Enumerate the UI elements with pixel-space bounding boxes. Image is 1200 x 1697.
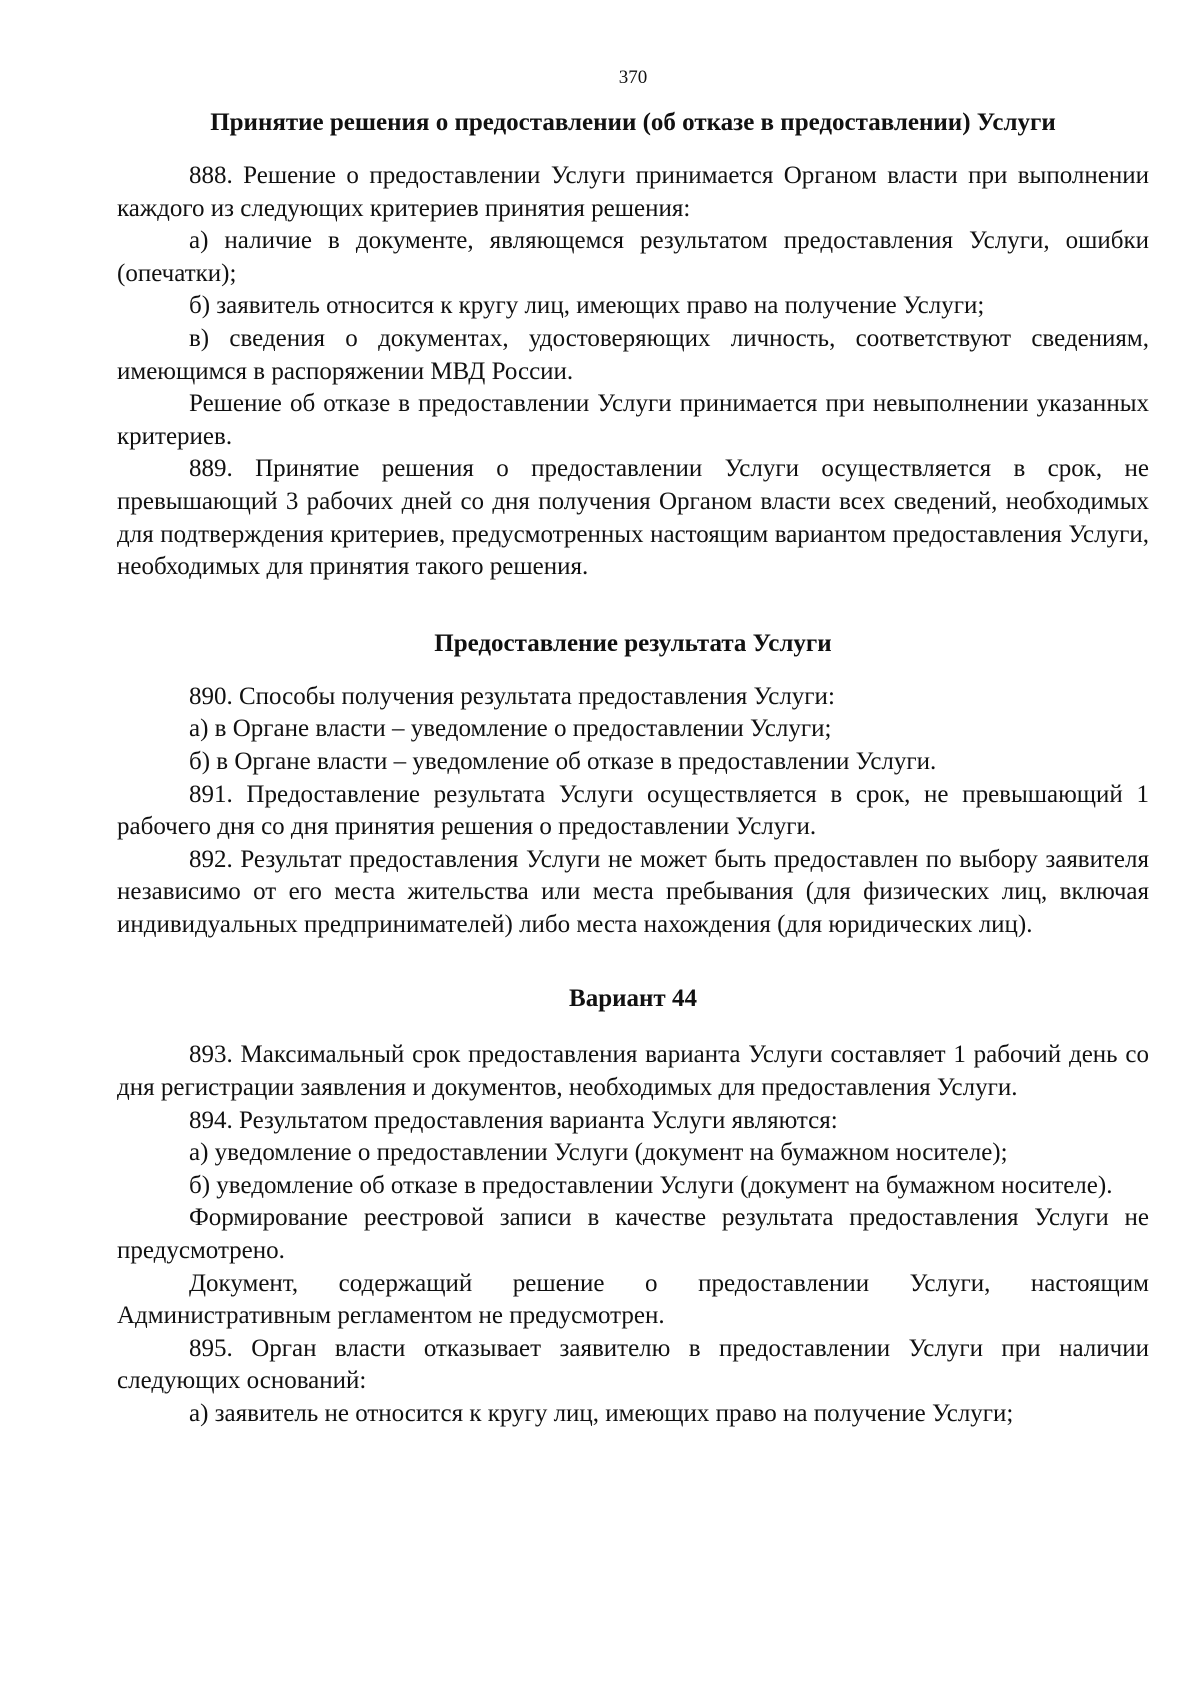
paragraph-registry-record: Формирование реестровой записи в качестве результата предоставления Услуги не предусмотрено. — [117, 1204, 1149, 1265]
paragraph-894-a: а) уведомление о предоставлении Услуги (документ на бумажном носителе); — [189, 1139, 1008, 1167]
paragraph-refusal-decision: Решение об отказе в предоставлении Услуги принимается при невыполнении указанных критериев. — [117, 390, 1149, 450]
paragraph-892: 892. Результат предоставления Услуги не может быть предоставлен по выбору заявителя независимо от его места жительства или места пребывания (для физических лиц, включая индивидуальных предпринимателей) либо места нахождения (для юридических лиц). — [117, 845, 1149, 938]
paragraph-890-a: а) в Органе власти – уведомление о предоставлении Услуги; — [189, 715, 832, 743]
section-heading-variant-44: Вариант 44 — [569, 985, 697, 1013]
document-page — [117, 66, 1149, 1431]
section-heading-decision: Принятие решения о предоставлении (об отказе в предоставлении) Услуги — [210, 109, 1056, 136]
paragraph-888: 888. Решение о предоставлении Услуги принимается Органом власти при выполнении каждого из следующих критериев принятия решения: — [117, 162, 1149, 222]
paragraph-888-a: а) наличие в документе, являющемся результатом предоставления Услуги, ошибки (опечатки); — [117, 227, 1149, 287]
paragraph-889: 889. Принятие решения о предоставлении Услуги осуществляется в срок, не превышающий 3 рабочих дней со дня получения Органом власти всех сведений, необходимых для подтверждения критериев, предусмотренных настоящим вариантом предоставления Услуги, необходимых для принятия такого решения. — [117, 455, 1149, 581]
section-heading-result: Предоставление результата Услуги — [434, 629, 832, 657]
paragraph-891: 891. Предоставление результата Услуги осуществляется в срок, не превышающий 1 рабочего дня со дня принятия решения о предоставлении Услуги. — [117, 780, 1149, 841]
page-number: 370 — [618, 67, 648, 88]
paragraph-895-a: а) заявитель не относится к кругу лиц, имеющих право на получение Услуги; — [189, 1400, 1014, 1427]
paragraph-888-b: б) заявитель относится к кругу лиц, имеющих право на получение Услуги; — [189, 292, 985, 320]
paragraph-890: 890. Способы получения результата предоставления Услуги: — [189, 682, 835, 710]
paragraph-890-b: б) в Органе власти – уведомление об отказе в предоставлении Услуги. — [189, 747, 937, 775]
paragraph-895: 895. Орган власти отказывает заявителю в предоставлении Услуги при наличии следующих оснований: — [117, 1334, 1149, 1395]
paragraph-894-b: б) уведомление об отказе в предоставлении Услуги (документ на бумажном носителе). — [189, 1171, 1113, 1199]
paragraph-decision-document: Документ, содержащий решение о предоставлении Услуги, настоящим Административным регламентом не предусмотрен. — [117, 1269, 1149, 1330]
paragraph-893: 893. Максимальный срок предоставления варианта Услуги составляет 1 рабочий день со дня регистрации заявления и документов, необходимых для предоставления Услуги. — [117, 1041, 1149, 1102]
paragraph-894: 894. Результатом предоставления варианта Услуги являются: — [189, 1106, 838, 1134]
paragraph-888-c: в) сведения о документах, удостоверяющих личность, соответствуют сведениям, имеющимся в распоряжении МВД России. — [117, 324, 1149, 385]
